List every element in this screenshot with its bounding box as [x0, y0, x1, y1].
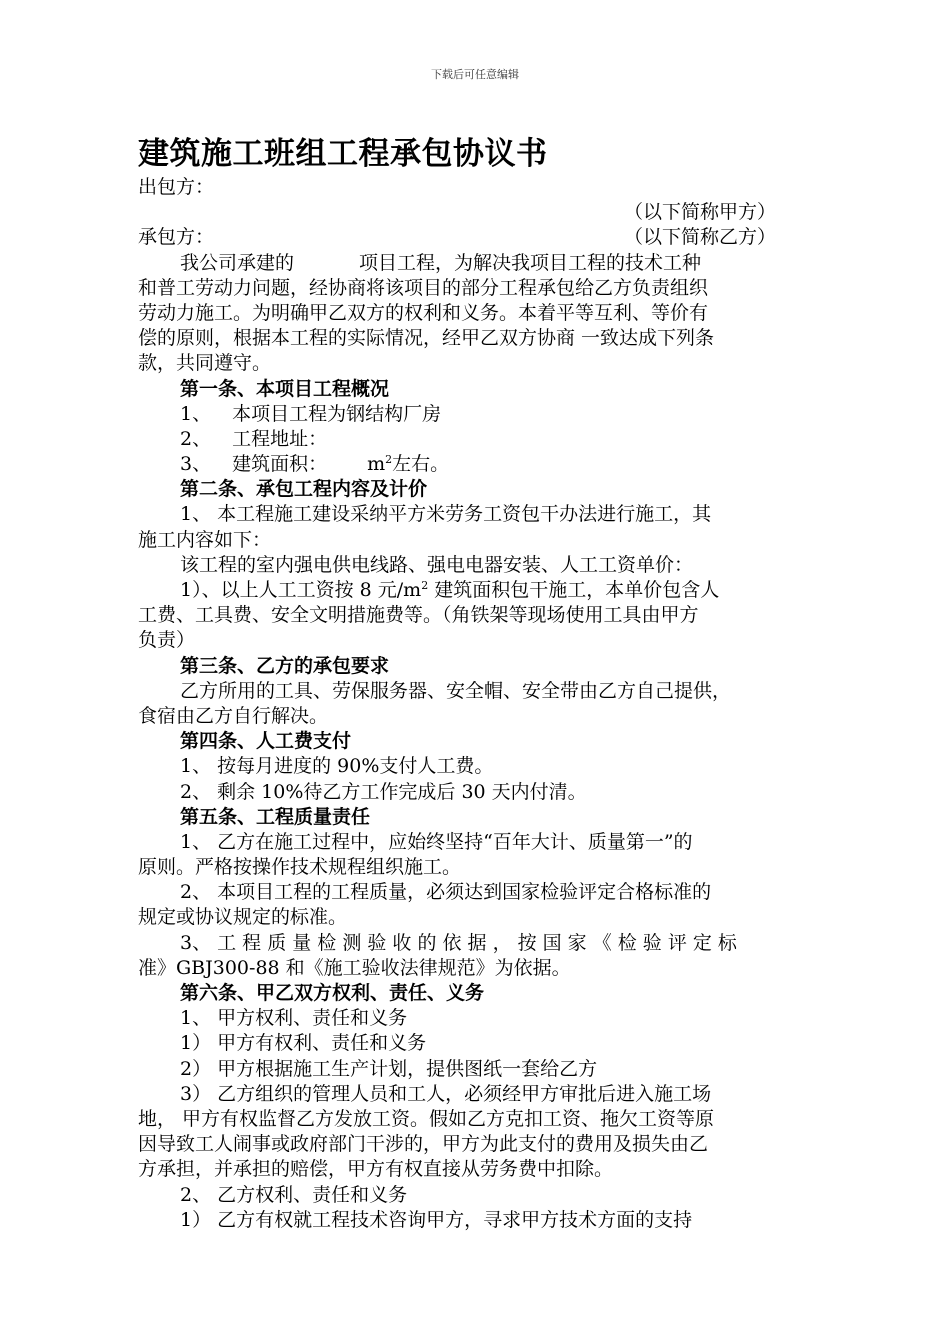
article-2-line-3: 该工程的室内强电供电线路、强电电器安装、人工工资单价：: [180, 553, 694, 576]
article-5-line-2: 原则。严格按操作技术规程组织施工。: [138, 856, 462, 879]
article-3-heading: 第三条、乙方的承包要求: [180, 654, 390, 677]
item-number: 3、: [180, 453, 212, 476]
article-6-line-2: 1） 甲方有权利、责任和义务: [180, 1032, 427, 1055]
article-1-item-3: [138, 452, 813, 477]
article-2-line-5: 工费、工具费、安全文明措施费等。（角铁架等现场使用工具由甲方: [138, 604, 699, 627]
article-5-heading: 第五条、工程质量责任: [180, 805, 371, 828]
article-5-line-5: 3、 工 程 质 量 检 测 验 收 的 依 据 ， 按 国 家 《 检 验 评 定 标: [180, 931, 737, 954]
item-text: 建筑面积：: [232, 453, 328, 476]
unit-m: m: [367, 453, 386, 476]
article-5-line-3: 2、 本项目工程的工程质量，必须达到国家检验评定合格标准的: [180, 881, 712, 904]
article-1-item-1: [138, 402, 813, 427]
article-4-line-1: 1、 按每月进度的 90%支付人工费。: [180, 755, 494, 778]
document-title: 建筑施工班组工程承包协议书: [138, 136, 548, 172]
intro-line-2: 和普工劳动力问题，经协商将该项目的部分工程承包给乙方负责组织: [138, 276, 709, 299]
article-4-heading: 第四条、人工费支付: [180, 730, 352, 753]
line-text: 1）、以上人工工资按 8 元/m: [180, 579, 422, 601]
article-3-line-1: 乙方所用的工具、劳保服务器、安全帽、安全带由乙方自己提供，: [180, 679, 732, 702]
article-1-item-2: [138, 427, 813, 452]
article-4-line-2: 2、 剩余 10%待乙方工作完成后 30 天内付清。: [180, 780, 587, 803]
intro-line-1b: 项目工程，为解决我项目工程的技术工种: [359, 251, 702, 274]
article-3-line-2: 食宿由乙方自行解决。: [138, 704, 329, 727]
article-6-line-3: 2） 甲方根据施工生产计划，提供图纸一套给乙方: [180, 1057, 598, 1080]
page-header-note: 下载后可任意编辑: [431, 68, 519, 81]
article-1-heading: 第一条、本项目工程概况: [180, 377, 390, 400]
item-number: 2、: [180, 427, 212, 450]
article-5-line-1: 1、 乙方在施工过程中，应始终坚持“百年大计、质量第一”的: [180, 830, 693, 853]
unit-superscript: 2: [421, 579, 429, 592]
article-5-line-6: 准》GBJ300-88 和《施工验收法律规范》为依据。: [138, 956, 571, 979]
article-2-line-1: 1、 本工程施工建设采纳平方米劳务工资包干办法进行施工，其: [180, 503, 712, 526]
article-6-heading: 第六条、甲乙双方权利、责任、义务: [180, 982, 485, 1004]
unit-superscript: 2: [385, 453, 393, 467]
intro-line-1a: 我公司承建的: [180, 251, 295, 274]
item-number: 1、: [180, 402, 212, 425]
intro-line-5: 款，共同遵守。: [138, 352, 272, 375]
party-b-note: （以下简称乙方）: [623, 226, 776, 249]
intro-line-3: 劳动力施工。为明确甲乙双方的权利和义务。本着平等互利、等价有: [138, 301, 709, 324]
article-2-line-2: 施工内容如下：: [138, 528, 272, 551]
line-text-tail: 建筑面积包干施工，本单价包含人: [428, 579, 720, 601]
document-body: [138, 175, 813, 1233]
article-6-line-8: 2、 乙方权利、责任和义务: [180, 1183, 408, 1206]
item-text-tail: 左右。: [392, 453, 450, 476]
party-a-note: （以下简称甲方）: [623, 201, 776, 224]
article-2-line-6: 负责）: [138, 629, 196, 652]
article-2-heading: 第二条、承包工程内容及计价: [180, 478, 428, 501]
article-6-line-6: 因导致工人闹事或政府部门干涉的，甲方为此支付的费用及损失由乙: [138, 1133, 709, 1156]
item-text: 工程地址：: [232, 427, 328, 450]
intro-line-1: [138, 251, 813, 276]
party-b-label: 承包方：: [138, 226, 215, 249]
article-6-line-7: 方承担，并承担的赔偿，甲方有权直接从劳务费中扣除。: [138, 1158, 614, 1181]
article-6-line-4: 3） 乙方组织的管理人员和工人，必须经甲方审批后进入施工场: [180, 1082, 712, 1105]
article-2-line-4: [138, 578, 813, 603]
article-6-line-5: 地， 甲方有权监督乙方发放工资。假如乙方克扣工资、拖欠工资等原: [138, 1107, 715, 1130]
item-text: 本项目工程为钢结构厂房: [232, 402, 442, 425]
article-6-line-9: 1） 乙方有权就工程技术咨询甲方，寻求甲方技术方面的支持: [180, 1208, 693, 1231]
party-b-row: [138, 225, 813, 250]
article-5-line-4: 规定或协议规定的标准。: [138, 906, 348, 929]
party-a-label: 出包方：: [138, 176, 215, 198]
article-6-line-1: 1、 甲方权利、责任和义务: [180, 1007, 408, 1030]
intro-line-4: 偿的原则，根据本工程的实际情况，经甲乙双方协商 一致达成下列条: [138, 327, 715, 350]
